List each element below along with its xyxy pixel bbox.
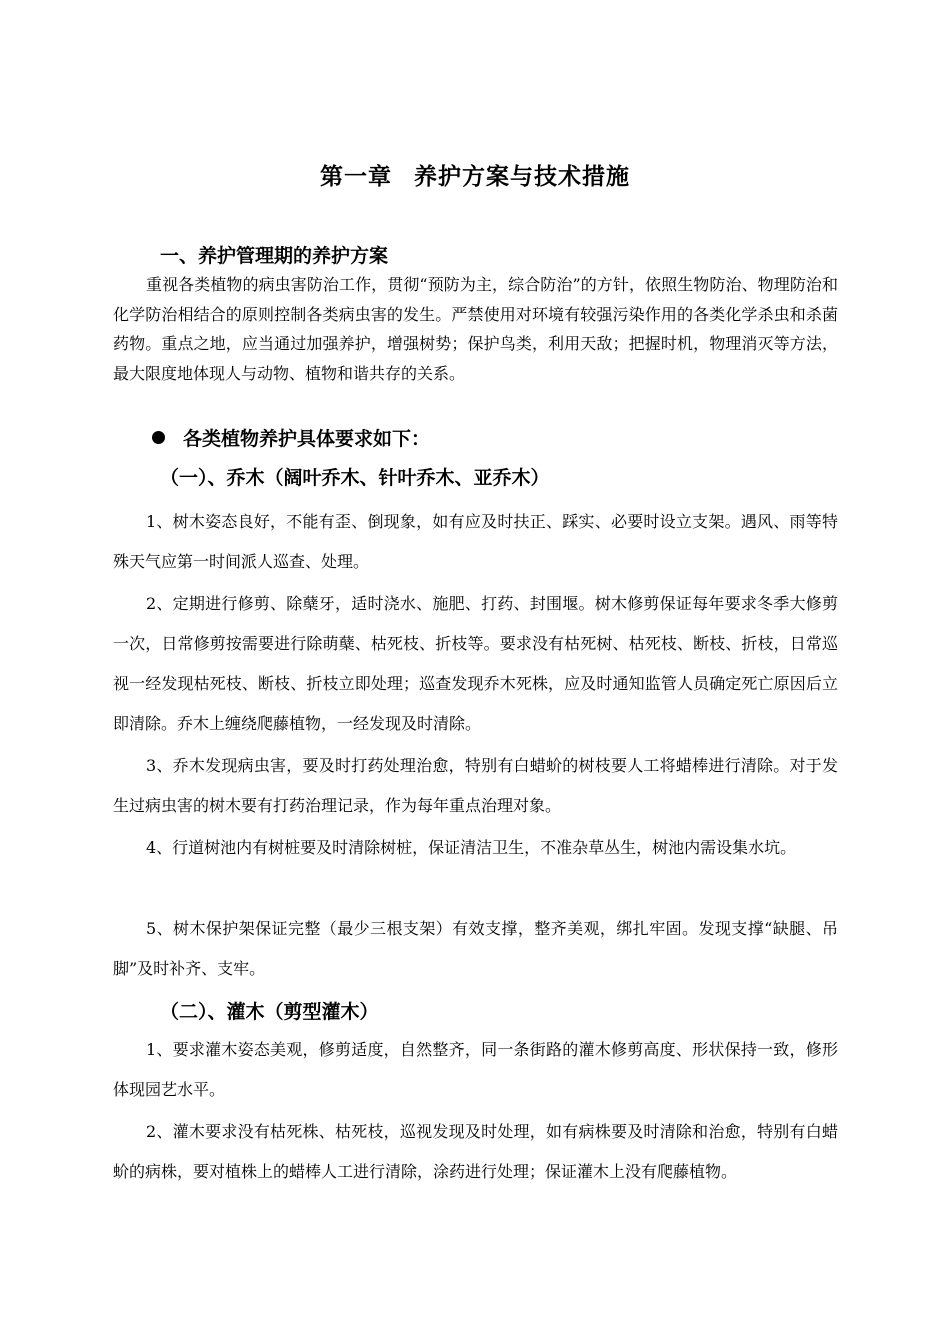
requirements-heading [152, 424, 430, 451]
section-heading: 一、养护管理期的养护方案 [160, 245, 389, 267]
trees-heading: （一）、乔木（阔叶乔木、针叶乔木、亚乔木） [160, 467, 550, 489]
trees-item-3: 3、乔木发现病虫害，要及时打药处理治愈，特别有白蜡蚧的树枝要人工将蜡棒进行清除。对于发生过病虫害的树木要有打药治理记录，作为每年重点治理对象。 [113, 756, 838, 815]
trees-item-4: 4、行道树池内有树桩要及时清除树桩，保证清洁卫生，不准杂草丛生，树池内需设集水坑。 [146, 838, 797, 857]
trees-item-1: 1、树木姿态良好，不能有歪、倒现象，如有应及时扶正、踩实、必要时设立支架。遇风、雨等特殊天气应第一时间派人巡查、处理。 [113, 512, 838, 571]
intro-paragraph: 重视各类植物的病虫害防治工作，贯彻“预防为主，综合防治”的方针，依照生物防治、物理防治和化学防治相结合的原则控制各类病虫害的发生。严禁使用对环境有较强污染作用的各类化学杀虫和杀菌药物。重点之地，应当通过加强养护，增强树势；保护鸟类，利用天敌；把握时机，物理消灭等方法，最大限度地体现人与动物、植物和谐共存的关系。 [113, 275, 838, 383]
chapter-name: 养护方案与技术措施 [414, 164, 630, 190]
requirements-heading-text: 各类植物养护具体要求如下： [183, 428, 431, 450]
bullet-dot-icon [152, 431, 165, 444]
trees-item-5: 5、树木保护架保证完整（最少三根支架）有效支撑，整齐美观，绑扎牢固。发现支撑“缺腿、吊脚”及时补齐、支牢。 [113, 919, 838, 978]
shrubs-item-1: 1、要求灌木姿态美观，修剪适度，自然整齐，同一条街路的灌木修剪高度、形状保持一致，修形体现园艺水平。 [113, 1040, 838, 1099]
shrubs-heading: （二）、灌木（剪型灌木） [160, 1001, 379, 1023]
chapter-title [0, 158, 950, 191]
chapter-number: 第一章 [320, 164, 392, 190]
shrubs-item-2: 2、灌木要求没有枯死株、枯死枝，巡视发现及时处理，如有病株要及时清除和治愈，特别有白蜡蚧的病株，要对植株上的蜡棒人工进行清除，涂药进行处理；保证灌木上没有爬藤植物。 [113, 1122, 838, 1181]
trees-item-2: 2、定期进行修剪、除蘖牙，适时浇水、施肥、打药、封围堰。树木修剪保证每年要求冬季大修剪一次，日常修剪按需要进行除萌蘖、枯死枝、折枝等。要求没有枯死树、枯死枝、断枝、折枝，日常巡视一经发现枯死枝、断枝、折枝立即处理；巡查发现乔木死株，应及时通知监管人员确定死亡原因后立即清除。乔木上缠绕爬藤植物，一经发现及时清除。 [113, 594, 838, 733]
